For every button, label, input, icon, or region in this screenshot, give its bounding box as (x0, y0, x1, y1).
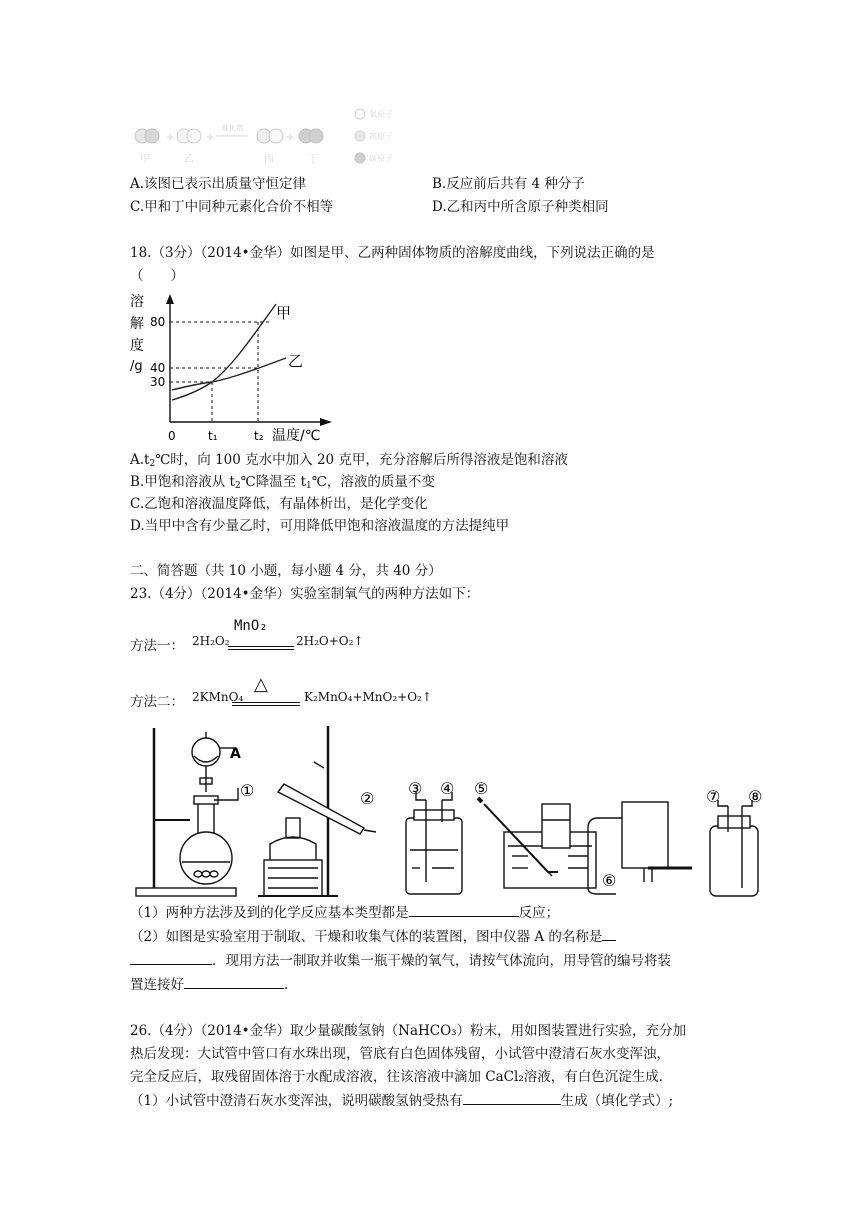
q23-part2-line3: 置连接好 . (130, 974, 288, 995)
q23-stem: 23.（4分）（2014•金华）实验室制氧气的两种方法如下： (130, 586, 480, 602)
q18-option-c: C.乙饱和溶液温度降低，有晶体析出，是化学变化 (130, 496, 428, 512)
q17-label-ding: 丁 (308, 154, 318, 165)
q18-ylabel-1: 溶 (130, 294, 144, 310)
q17-label-bing: 丙 (264, 154, 274, 165)
q23-blank-2[interactable] (130, 950, 212, 965)
q18-option-a: $A.t_2℃$时，向 100 克水中加入 20 克甲，充分溶解后所得溶液是饱和溶液 (130, 452, 568, 469)
q23-blank-1[interactable] (409, 902, 519, 917)
q17-option-b: B.反应前后共有 4 种分子 (432, 176, 585, 192)
q17-catalyst: 催化剂 (222, 124, 243, 132)
q17-legend-2: 氮原子 (369, 132, 393, 141)
q23-label-7: ⑦ (706, 787, 721, 806)
q26-stem-line1: 26.（4分）（2014•金华）取少量碳酸氢钠（NaHCO₃）粉末，用如图装置进行实验，充分加 (130, 1023, 687, 1039)
q23-label-6: ⑥ (602, 871, 617, 890)
q18-xtick-t2: t₂ (254, 429, 264, 443)
q18-solubility-chart (128, 290, 348, 448)
q17-legend-1: 氧原子 (369, 110, 393, 119)
q23-label-5: ⑤ (474, 779, 489, 798)
q26-part1: （1）小试管中澄清石灰水变浑浊，说明碳酸氢钠受热有 生成（填化学式）; (130, 1090, 673, 1111)
q23-apparatus-diagram (128, 722, 778, 902)
q17-label-jia: 甲 (140, 154, 150, 165)
q23-part2-line1: （2）如图是实验室用于制取、干燥和收集气体的装置图，图中仪器 A 的名称是 (130, 926, 616, 947)
q17-option-c: C.甲和丁中同种元素化合价不相等 (130, 199, 334, 215)
q23-part1: （1）两种方法涉及到的化学反应基本类型都是 反应； (130, 902, 559, 923)
q26-stem-line2: 热后发现：大试管中管口有水珠出现，管底有白色固体残留，小试管中澄清石灰水变浑浊， (130, 1046, 670, 1062)
q18-ylabel-4: /g (130, 359, 143, 374)
q18-option-d: D.当甲中含有少量乙时，可用降低甲饱和溶液温度的方法提纯甲 (130, 518, 510, 534)
q26-blank-1[interactable] (463, 1090, 561, 1105)
q17-legend-3: 碳原子 (369, 154, 393, 163)
q18-xlabel: 温度/℃ (272, 428, 321, 444)
q18-option-b: B.甲饱和溶液从 $t_2℃$降温至 $t_1℃$，溶液的质量不变 (130, 474, 435, 491)
q23-label-8: ⑧ (748, 787, 763, 806)
q18-curve-jia (172, 304, 276, 400)
q18-curve-yi (172, 358, 286, 390)
q17-label-yi: 乙 (184, 154, 194, 165)
svg-text:+: + (206, 132, 215, 143)
q18-ytick-80: 80 (150, 315, 166, 329)
q17-option-a: A.该图已表示出质量守恒定律 (130, 176, 307, 192)
q17-option-d: D.乙和丙中所含原子种类相同 (432, 199, 609, 215)
q18-ytick-30: 30 (150, 375, 166, 389)
q18-series-yi: 乙 (288, 352, 304, 370)
q18-ytick-40: 40 (150, 361, 166, 375)
q26-stem-line3: 完全反应后，取残留固体溶于水配成溶液，往该溶液中滴加 CaCl₂溶液，有白色沉淀生成． (130, 1069, 673, 1085)
q17-reaction-diagram (128, 104, 418, 168)
q18-stem-line2: （ ） (130, 268, 184, 284)
q23-part2-line2: ．现用方法一制取并收集一瓶干燥的氧气，请按气体流向，用导管的编号将装 (130, 950, 671, 971)
q23-label-4: ④ (440, 779, 455, 798)
section-2-heading: 二、简答题（共 10 小题，每小题 4 分，共 40 分） (130, 563, 442, 579)
q23-label-1: ① (240, 781, 255, 800)
q23-label-a: A (230, 746, 241, 762)
q23-label-3: ③ (408, 779, 423, 798)
q18-ylabel-3: 度 (130, 338, 144, 354)
q18-ylabel-2: 解 (130, 316, 144, 332)
svg-text:+: + (166, 132, 175, 143)
q23-blank-3[interactable] (184, 974, 284, 989)
q18-stem-line1: 18.（3分）（2014•金华）如图是甲、乙两种固体物质的溶解度曲线，下列说法正确的是 (130, 245, 655, 261)
q23-label-2: ② (360, 789, 375, 808)
q18-xtick-t1: t₁ (208, 429, 218, 443)
q18-xtick-0: 0 (168, 429, 176, 443)
q18-series-jia: 甲 (276, 304, 292, 322)
svg-text:+: + (286, 132, 295, 143)
